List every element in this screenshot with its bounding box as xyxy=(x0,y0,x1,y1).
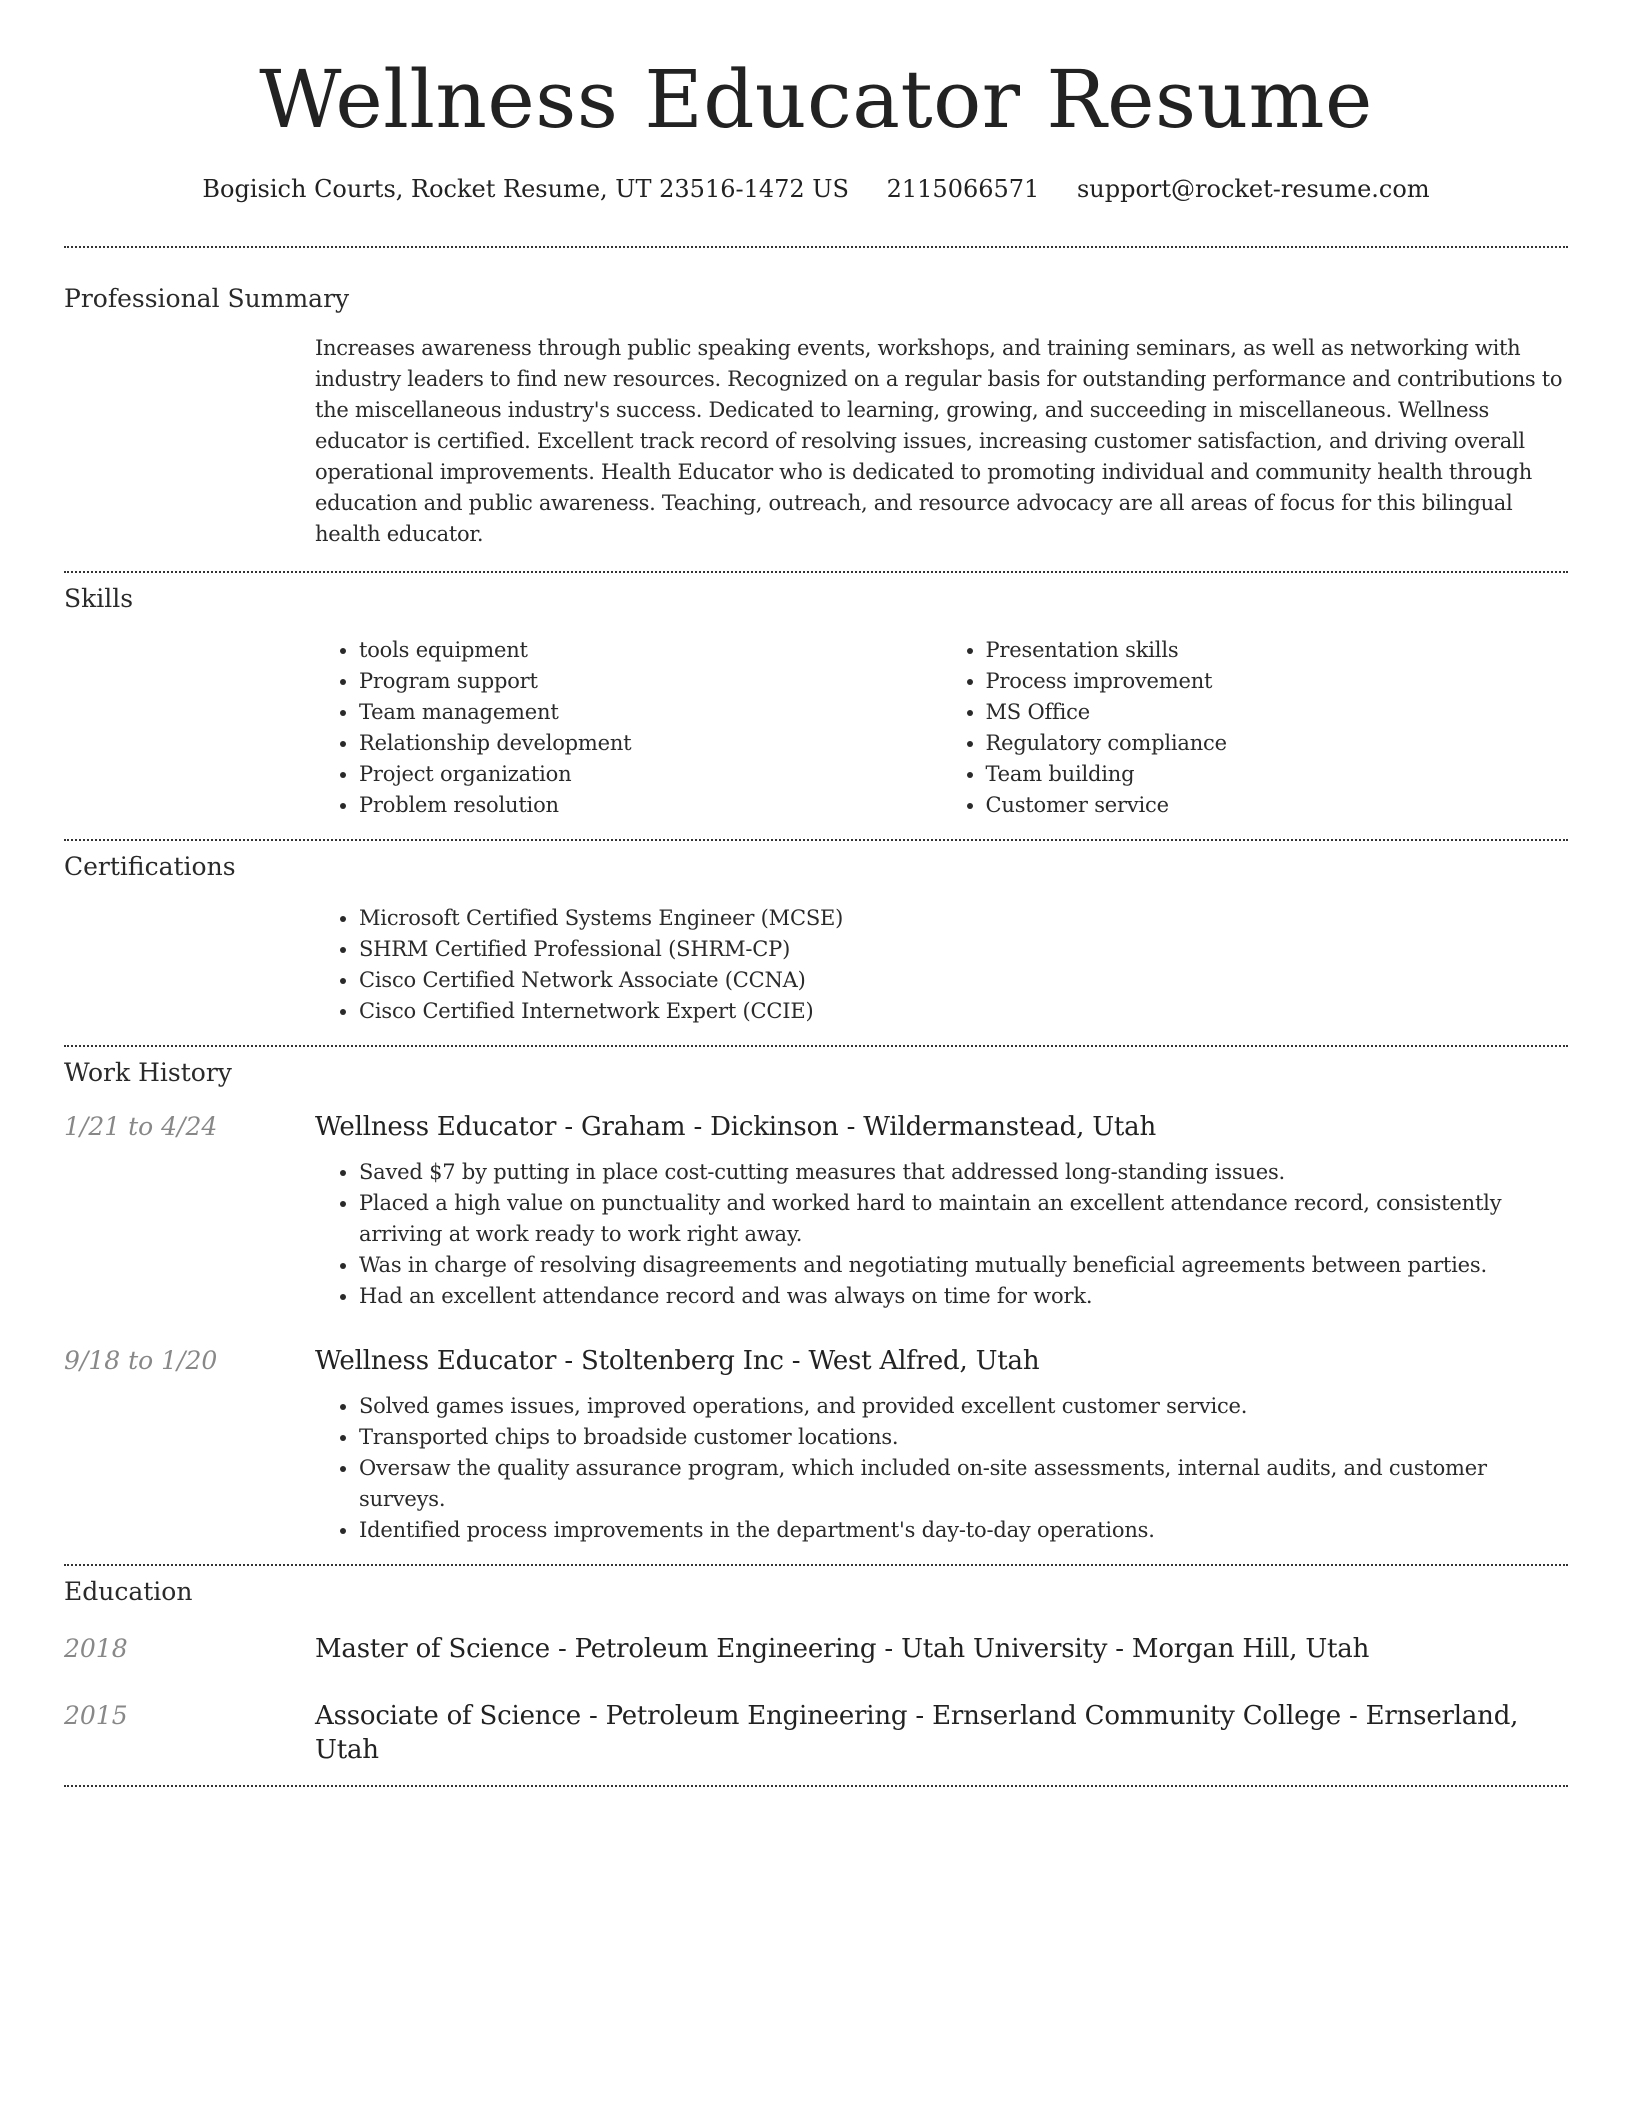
education-entry xyxy=(64,1632,1568,1666)
section-work-history xyxy=(64,1047,1568,1546)
job-dates: 9/18 to 1/20 xyxy=(64,1346,218,1375)
job-dates: 1/21 to 4/24 xyxy=(64,1112,218,1141)
summary-text: Increases awareness through public speaking events, workshops, and training seminars, as well as networking with industry leaders to find new resources. Recognized on a regular basis for outstanding performance and contributions to the miscellaneous industry's success. Dedicated to learning, growing, and succeeding in miscellaneous. Wellness educator is certified. Excellent track record of resolving issues, increasing customer satisfaction, and driving overall operational improvements. Health Educator who is dedicated to promoting individual and community health through education and public awareness. Teaching, outreach, and resource advocacy are all areas of focus for this bilingual health educator. xyxy=(315,336,1563,546)
section-title-certifications: Certifications xyxy=(64,852,236,881)
skill-item: • Team management xyxy=(359,697,942,728)
section-summary xyxy=(64,248,1568,550)
contact-address: Bogisich Courts, Rocket Resume, UT 23516-1472 US xyxy=(202,175,849,203)
education-year: 2015 xyxy=(64,1701,128,1730)
job-bullet: • Solved games issues, improved operations, and provided excellent customer service. xyxy=(359,1391,1568,1422)
job-bullet: • Identified process improvements in the department's day-to-day operations. xyxy=(359,1515,1568,1546)
certifications-list xyxy=(315,903,1568,1027)
education-entry xyxy=(64,1699,1568,1767)
skill-item: • Project organization xyxy=(359,759,942,790)
job-heading: Wellness Educator - Graham - Dickinson - Wildermanstead, Utah xyxy=(315,1112,1157,1142)
certification-item: • Cisco Certified Network Associate (CCNA) xyxy=(359,965,1568,996)
skill-item: • Team building xyxy=(986,759,1569,790)
certification-item: • Cisco Certified Internetwork Expert (CCIE) xyxy=(359,996,1568,1027)
job-bullet: • Oversaw the quality assurance program, which included on-site assessments, internal audits, and customer surveys. xyxy=(359,1453,1568,1515)
job-bullet: • Placed a high value on punctuality and worked hard to maintain an excellent attendance record, consistently arriving at work ready to work right away. xyxy=(359,1188,1568,1250)
job-heading: Wellness Educator - Stoltenberg Inc - West Alfred, Utah xyxy=(315,1346,1040,1376)
contact-email: support@rocket-resume.com xyxy=(1076,175,1430,203)
job-entry xyxy=(64,1110,1568,1312)
education-heading: Master of Science - Petroleum Engineering - Utah University - Morgan Hill, Utah xyxy=(315,1634,1370,1664)
skill-item: • Program support xyxy=(359,666,942,697)
section-education xyxy=(64,1566,1568,1767)
job-bullets xyxy=(315,1391,1568,1546)
job-bullet: • Transported chips to broadside customer locations. xyxy=(359,1422,1568,1453)
education-year: 2018 xyxy=(64,1634,128,1663)
job-bullet: • Had an excellent attendance record and was always on time for work. xyxy=(359,1281,1568,1312)
section-title-summary: Professional Summary xyxy=(64,284,350,313)
section-title-work: Work History xyxy=(64,1058,232,1087)
skills-list-left xyxy=(315,635,942,821)
skill-item: • Regulatory compliance xyxy=(986,728,1569,759)
skill-item: • Customer service xyxy=(986,790,1569,821)
job-entry xyxy=(64,1344,1568,1546)
certification-item: • SHRM Certified Professional (SHRM-CP) xyxy=(359,934,1568,965)
skill-item: • MS Office xyxy=(986,697,1569,728)
section-title-education: Education xyxy=(64,1577,193,1606)
skill-item: • Problem resolution xyxy=(359,790,942,821)
section-skills xyxy=(64,573,1568,821)
resume-title: Wellness Educator Resume xyxy=(259,53,1373,146)
certification-item: • Microsoft Certified Systems Engineer (MCSE) xyxy=(359,903,1568,934)
skills-list-right xyxy=(942,635,1569,821)
education-heading: Associate of Science - Petroleum Engineering - Ernserland Community College - Ernserland, Utah xyxy=(315,1701,1519,1765)
skill-item: • tools equipment xyxy=(359,635,942,666)
job-bullets xyxy=(315,1157,1568,1312)
divider xyxy=(64,1785,1568,1787)
contact-line xyxy=(64,172,1568,206)
skill-item: • Process improvement xyxy=(986,666,1569,697)
resume-header xyxy=(64,0,1568,206)
job-bullet: • Was in charge of resolving disagreements and negotiating mutually beneficial agreements between parties. xyxy=(359,1250,1568,1281)
job-bullet: • Saved $7 by putting in place cost-cutting measures that addressed long-standing issues. xyxy=(359,1157,1568,1188)
skill-item: • Presentation skills xyxy=(986,635,1569,666)
section-certifications xyxy=(64,841,1568,1027)
section-title-skills: Skills xyxy=(64,584,134,613)
skill-item: • Relationship development xyxy=(359,728,942,759)
contact-phone: 2115066571 xyxy=(886,175,1040,203)
